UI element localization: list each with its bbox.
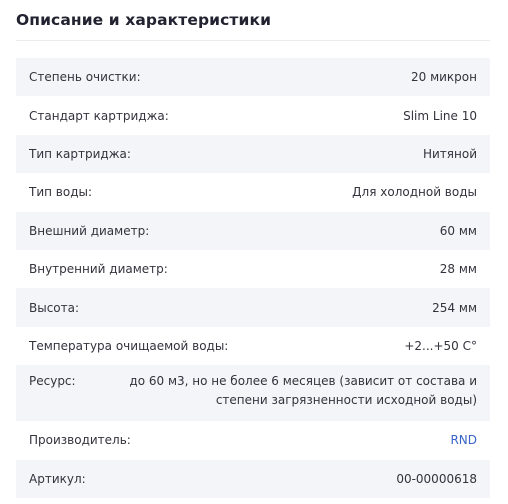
spec-value: до 60 м3, но не более 6 месяцев (зависит от состава и степени загрязненности исходной воды)	[129, 374, 477, 408]
spec-value: Для холодной воды	[352, 185, 477, 200]
spec-row-article	[16, 460, 490, 498]
spec-row-height	[16, 288, 490, 326]
spec-row-manufacturer	[16, 421, 490, 459]
spec-row-filtration	[16, 58, 490, 96]
spec-value: 254 мм	[432, 300, 477, 315]
spec-value: +2...+50 С°	[404, 338, 477, 353]
spec-row-inner-diameter	[16, 250, 490, 288]
spec-row-temperature	[16, 327, 490, 365]
spec-row-resource	[16, 365, 490, 421]
spec-label: Высота:	[29, 300, 80, 315]
spec-label: Степень очистки:	[29, 70, 141, 85]
title-divider	[16, 40, 490, 41]
spec-label: Тип воды:	[29, 185, 93, 200]
spec-label: Артикул:	[29, 471, 86, 486]
spec-value: Нитяной	[422, 146, 477, 161]
spec-row-cartridge-type	[16, 135, 490, 173]
spec-value: 60 мм	[439, 223, 477, 238]
spec-label: Внешний диаметр:	[29, 223, 150, 238]
manufacturer-link[interactable]: RND	[450, 433, 477, 448]
spec-label: Внутренний диаметр:	[29, 262, 168, 277]
spec-label: Температура очищаемой воды:	[29, 338, 229, 353]
spec-label: Стандарт картриджа:	[29, 108, 169, 123]
spec-label: Производитель:	[29, 433, 131, 448]
spec-value: 28 мм	[439, 262, 477, 277]
spec-row-outer-diameter	[16, 212, 490, 250]
spec-row-standard	[16, 96, 490, 134]
section-title: Описание и характеристики	[16, 11, 272, 29]
spec-value: 00-00000618	[396, 471, 477, 486]
spec-label: Ресурс:	[29, 374, 76, 389]
spec-value: Slim Line 10	[403, 108, 477, 123]
spec-value: 20 микрон	[411, 70, 477, 85]
spec-row-water-type	[16, 173, 490, 211]
spec-label: Тип картриджа:	[29, 146, 131, 161]
specs-table	[16, 58, 490, 498]
